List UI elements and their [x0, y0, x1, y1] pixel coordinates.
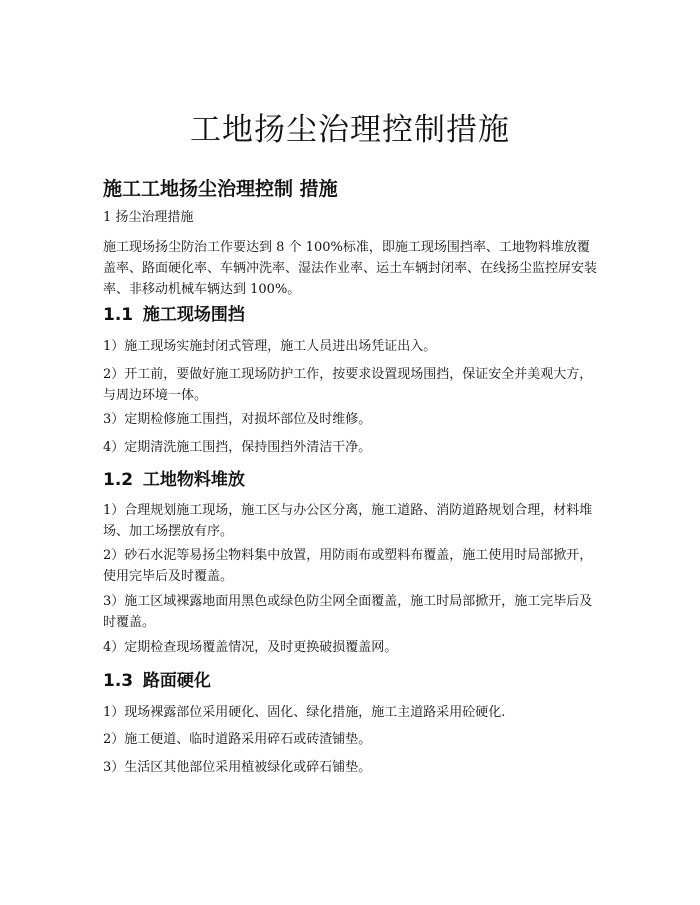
- section-title: 路面硬化: [142, 671, 211, 691]
- section-heading-1-2: [103, 467, 245, 493]
- list-item: 4）定期检查现场覆盖情况，及时更换破损覆盖网。: [103, 640, 398, 655]
- list-item: 2）砂石水泥等易扬尘物料集中放置，用防雨布或塑料布覆盖，施工使用时局部掀开，使用完毕后及时覆盖。: [103, 548, 593, 584]
- section-number: 1.3: [103, 671, 134, 691]
- list-item: 2）开工前，要做好施工现场防护工作，按要求设置现场围挡，保证安全并美观大方，与周边环境一体。: [103, 367, 593, 403]
- document-subtitle: 施工工地扬尘治理控制 措施: [103, 178, 338, 200]
- intro-paragraph: 施工现场扬尘防治工作要达到 8 个 100%标准，即施工现场围挡率、工地物料堆放覆盖率、路面硬化率、车辆冲洗率、湿法作业率、运土车辆封闭率、在线扬尘监控屏安装率、非移动机械车辆达到 100%。: [103, 240, 598, 297]
- document-title: 工地扬尘治理控制措施: [190, 112, 510, 148]
- list-item: 2）施工便道、临时道路采用碎石或砖渣铺垫。: [103, 732, 372, 747]
- section-number: 1.2: [103, 470, 134, 490]
- list-item: 3）定期检修施工围挡，对损坏部位及时维修。: [103, 412, 372, 427]
- section-number: 1.1: [103, 305, 134, 325]
- list-item: 3）施工区域裸露地面用黑色或绿色防尘网全面覆盖，施工时局部掀开，施工完毕后及时覆盖。: [103, 594, 593, 630]
- list-item: 3）生活区其他部位采用植被绿化或碎石铺垫。: [103, 760, 372, 775]
- section-title: 施工现场围挡: [142, 305, 245, 325]
- section-heading-1-3: [103, 668, 211, 694]
- section-heading-1-1: [103, 302, 245, 328]
- list-item: 1）合理规划施工现场，施工区与办公区分离，施工道路、消防道路规划合理，材料堆场、加工场摆放有序。: [103, 503, 593, 539]
- list-item: 4）定期清洗施工围挡，保持围挡外清洁干净。: [103, 440, 372, 455]
- section-title: 工地物料堆放: [142, 470, 245, 490]
- list-item: 1）现场裸露部位采用硬化、固化、绿化措施，施工主道路采用砼硬化.: [103, 705, 506, 720]
- list-item: 1）施工现场实施封闭式管理，施工人员进出场凭证出入。: [103, 339, 437, 354]
- intro-label: 1 扬尘治理措施: [103, 210, 194, 225]
